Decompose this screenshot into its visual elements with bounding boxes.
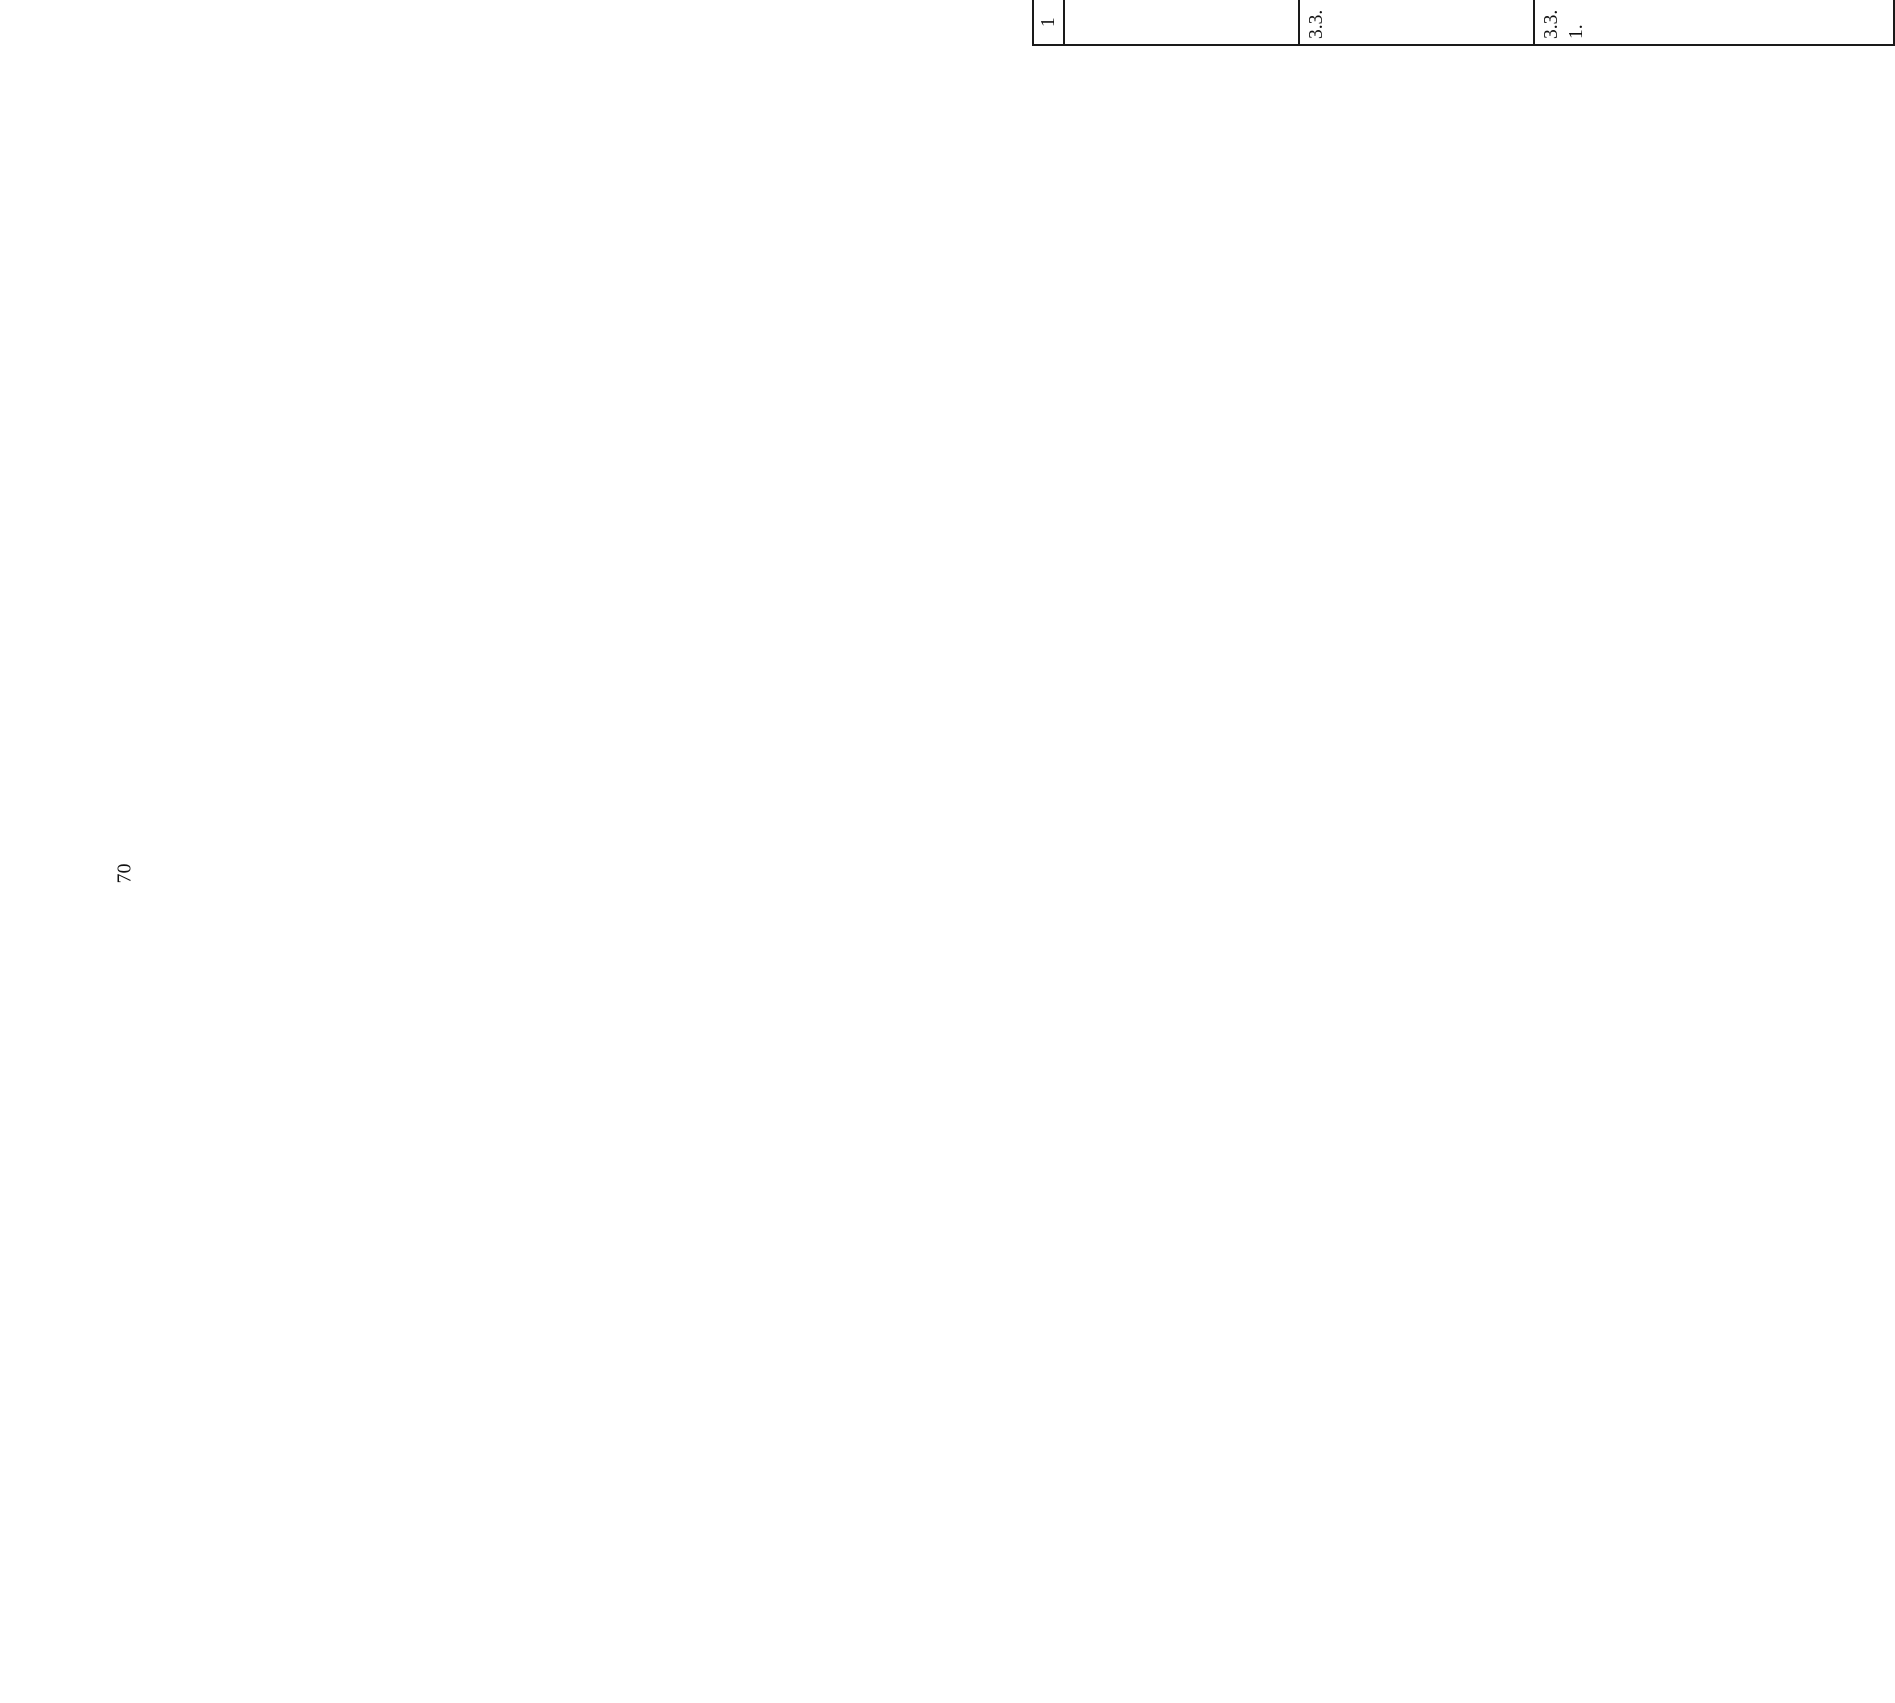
cell-number: 3.3. (1299, 0, 1534, 45)
rotated-table-container (1032, 0, 1864, 46)
table-row (1299, 0, 1534, 45)
col-header: 1 (1033, 0, 1064, 45)
header-row (1033, 0, 1064, 45)
table-row (1064, 0, 1299, 45)
page-number: 70 (113, 863, 136, 884)
cell-number: 3.3.1. (1534, 0, 1894, 45)
cell-number (1064, 0, 1299, 45)
indicators-table (1032, 0, 1895, 46)
table-row (1534, 0, 1894, 45)
